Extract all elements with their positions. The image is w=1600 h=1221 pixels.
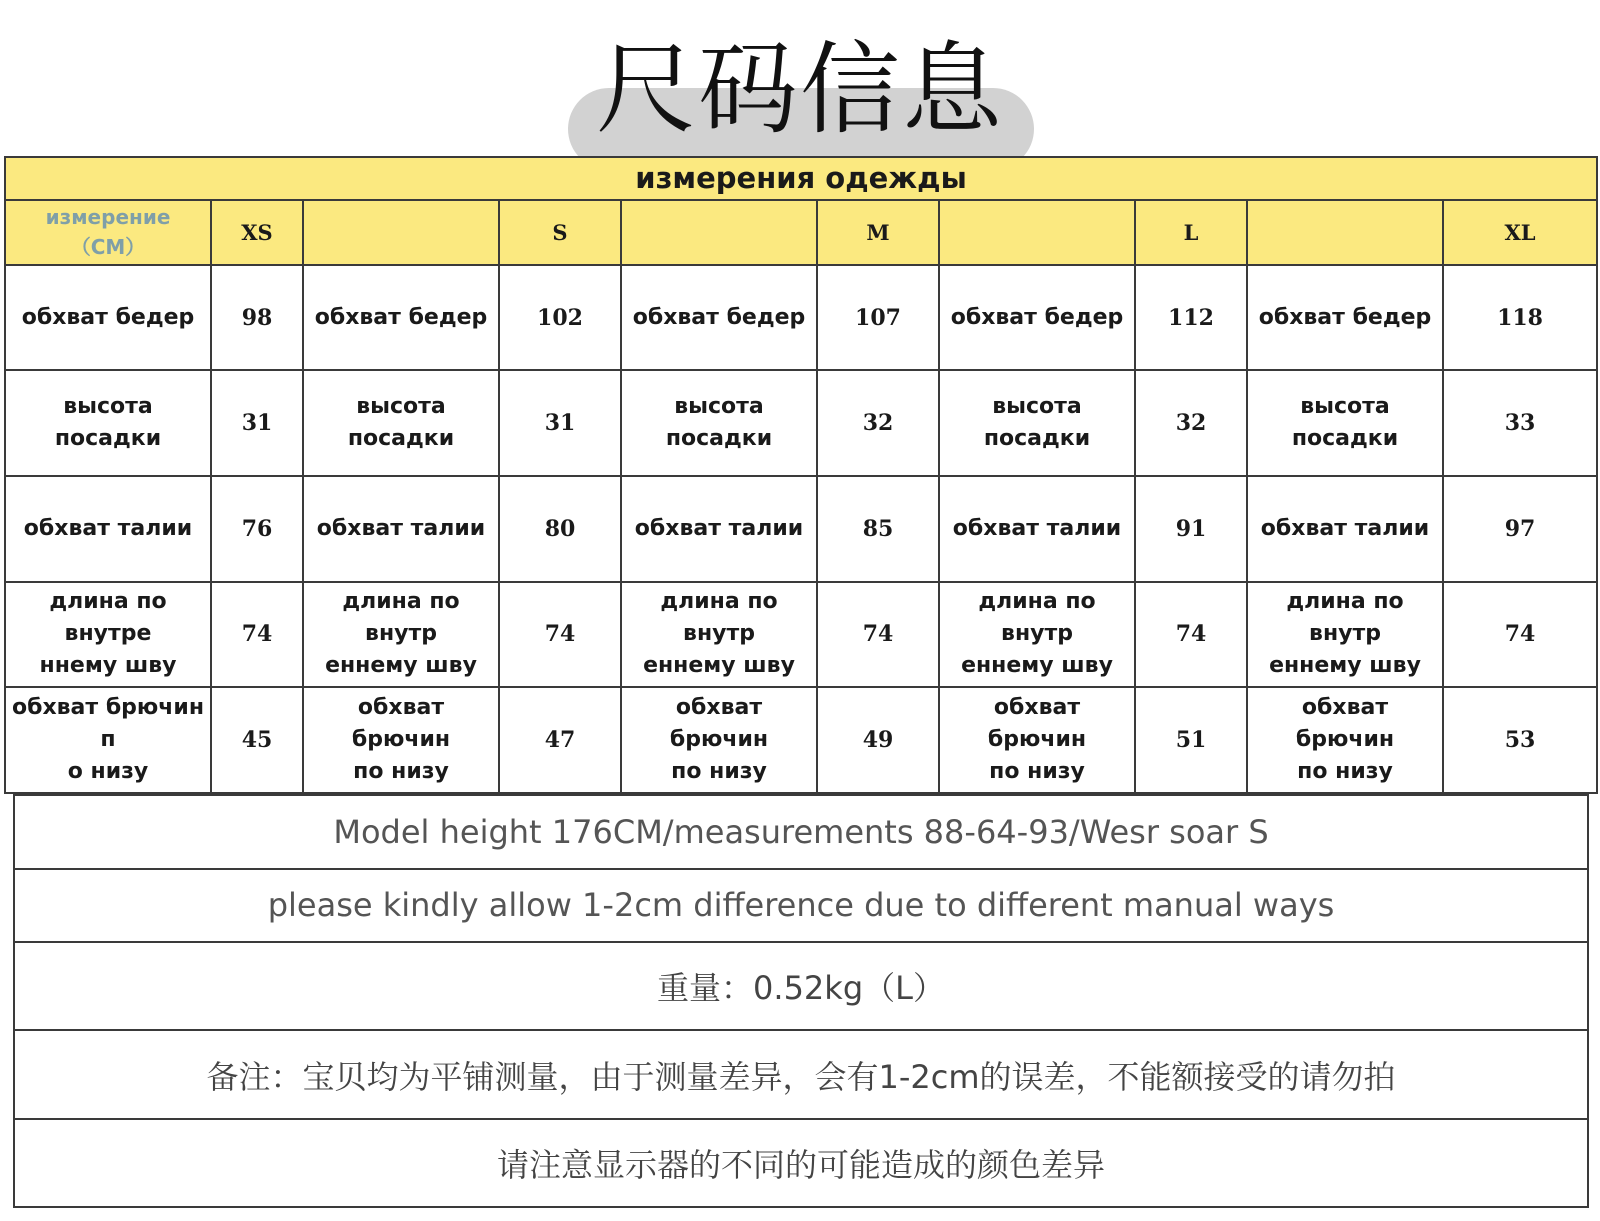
title-banner	[0, 0, 1600, 158]
header-blank	[621, 200, 817, 265]
header-blank	[939, 200, 1135, 265]
note-row	[14, 1030, 1588, 1118]
table-row	[5, 265, 1597, 371]
notes-table	[13, 794, 1589, 1208]
header-label-text: измерение （CM）	[45, 205, 171, 260]
measurement-value: 112	[1135, 265, 1247, 371]
table-row	[5, 476, 1597, 582]
page-title: 尺码信息	[596, 31, 1004, 148]
measurement-label: длина по внутр еннему шву	[939, 582, 1135, 688]
measurement-label: обхват бедер	[1247, 265, 1443, 371]
measurement-label: обхват брючин п о низу	[5, 687, 211, 793]
measurement-value: 33	[1443, 370, 1597, 476]
measurement-value: 31	[499, 370, 621, 476]
size-header-xl: XL	[1443, 200, 1597, 265]
measurement-value: 74	[499, 582, 621, 688]
measurement-label: высота посадки	[303, 370, 499, 476]
note-weight: 重量：0.52kg（L）	[14, 942, 1588, 1030]
measurement-value: 97	[1443, 476, 1597, 582]
note-row	[14, 869, 1588, 943]
size-header-s: S	[499, 200, 621, 265]
note-row	[14, 942, 1588, 1030]
table-header-row	[5, 200, 1597, 265]
measurement-value: 118	[1443, 265, 1597, 371]
measurement-value: 74	[1135, 582, 1247, 688]
size-chart-table	[4, 156, 1598, 794]
measurement-label: высота посадки	[5, 370, 211, 476]
table-row	[5, 370, 1597, 476]
measurement-label: длина по внутр еннему шву	[303, 582, 499, 688]
measurement-value: 51	[1135, 687, 1247, 793]
measurement-label: обхват талии	[621, 476, 817, 582]
note-remark: 备注：宝贝均为平铺测量，由于测量差异，会有1-2cm的误差，不能额接受的请勿拍	[14, 1030, 1588, 1118]
measurement-value: 32	[1135, 370, 1247, 476]
measurement-value: 98	[211, 265, 303, 371]
measurement-value: 102	[499, 265, 621, 371]
measurement-label: высота посадки	[1247, 370, 1443, 476]
size-header-m: M	[817, 200, 939, 265]
size-header-l: L	[1135, 200, 1247, 265]
measurement-label: длина по внутре ннему шву	[5, 582, 211, 688]
measurement-label: обхват бедер	[939, 265, 1135, 371]
measurement-value: 85	[817, 476, 939, 582]
measurement-label: высота посадки	[939, 370, 1135, 476]
measurement-label: обхват брючин по низу	[621, 687, 817, 793]
measurement-value: 45	[211, 687, 303, 793]
measurement-label: обхват талии	[1247, 476, 1443, 582]
measurement-value: 47	[499, 687, 621, 793]
note-model-height: Model height 176CM/measurements 88-64-93/Wesr soar S	[14, 795, 1588, 869]
measurement-label: длина по внутр еннему шву	[1247, 582, 1443, 688]
measurement-label: обхват брючин по низу	[939, 687, 1135, 793]
table-caption: измерения одежды	[5, 157, 1597, 200]
header-blank	[303, 200, 499, 265]
measurement-label: обхват бедер	[303, 265, 499, 371]
header-label	[5, 200, 211, 265]
note-color: 请注意显示器的不同的可能造成的颜色差异	[14, 1119, 1588, 1207]
measurement-value: 74	[211, 582, 303, 688]
measurement-label: обхват бедер	[621, 265, 817, 371]
table-row	[5, 582, 1597, 688]
measurement-value: 49	[817, 687, 939, 793]
measurement-label: обхват талии	[5, 476, 211, 582]
measurement-value: 91	[1135, 476, 1247, 582]
measurement-label: обхват талии	[303, 476, 499, 582]
measurement-label: обхват талии	[939, 476, 1135, 582]
header-blank	[1247, 200, 1443, 265]
measurement-label: обхват брючин по низу	[1247, 687, 1443, 793]
measurement-label: высота посадки	[621, 370, 817, 476]
measurement-value: 74	[817, 582, 939, 688]
note-difference: please kindly allow 1-2cm difference due to different manual ways	[14, 869, 1588, 943]
measurement-label: обхват брючин по низу	[303, 687, 499, 793]
measurement-value: 31	[211, 370, 303, 476]
measurement-value: 74	[1443, 582, 1597, 688]
measurement-value: 53	[1443, 687, 1597, 793]
note-row	[14, 1119, 1588, 1207]
measurement-value: 32	[817, 370, 939, 476]
measurement-value: 80	[499, 476, 621, 582]
table-row	[5, 687, 1597, 793]
note-row	[14, 795, 1588, 869]
measurement-label: обхват бедер	[5, 265, 211, 371]
measurement-label: длина по внутр еннему шву	[621, 582, 817, 688]
size-header-xs: XS	[211, 200, 303, 265]
table-caption-row	[5, 157, 1597, 200]
measurement-value: 107	[817, 265, 939, 371]
measurement-value: 76	[211, 476, 303, 582]
